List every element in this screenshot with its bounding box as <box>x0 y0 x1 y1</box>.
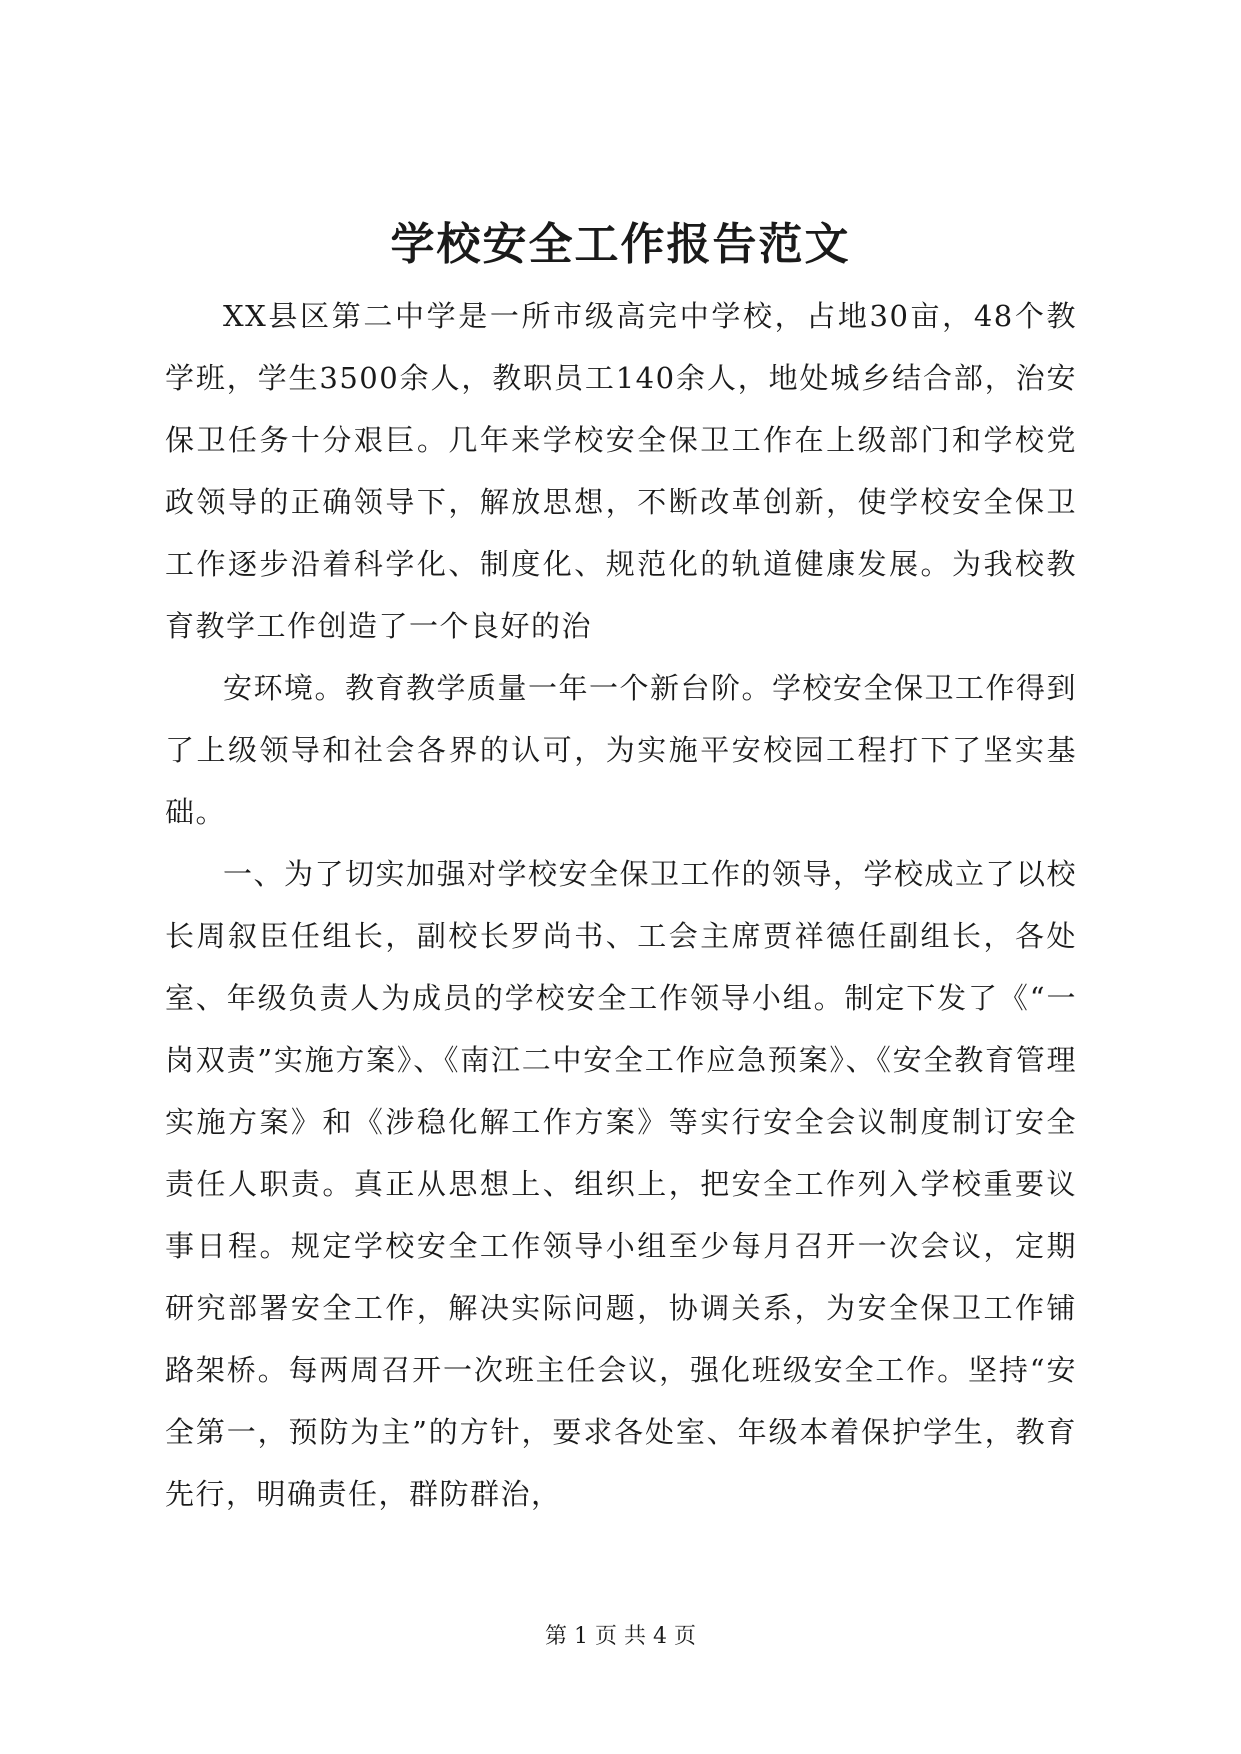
paragraph-environment: 安环境。教育教学质量一年一个新台阶。学校安全保卫工作得到了上级领导和社会各界的认可，为实施平安校园工程打下了坚实基础。 <box>165 671 1078 829</box>
document-title: 学校安全工作报告范文 <box>390 219 851 270</box>
paragraph-intro: XX县区第二中学是一所市级高完中学校，占地30亩，48个教学班，学生3500余人，教职员工140余人，地处城乡结合部，治安保卫任务十分艰巨。几年来学校安全保卫工作在上级部门和学校党政领导的正确领导下，解放思想，不断改革创新，使学校安全保卫工作逐步沿着科学化、制度化、规范化的轨道健康发展。为我校教育教学工作创造了一个良好的治 <box>165 299 1077 643</box>
document-body <box>165 285 1077 1525</box>
paragraph-leadership: 一、为了切实加强对学校安全保卫工作的领导，学校成立了以校长周叙臣任组长，副校长罗尚书、工会主席贾祥德任副组长，各处室、年级负责人为成员的学校安全工作领导小组。制定下发了《“一岗双责”实施方案》、《南江二中安全工作应急预案》、《安全教育管理实施方案》和《涉稳化解工作方案》等实行安全会议制度制订安全责任人职责。真正从思想上、组织上，把安全工作列入学校重要议事日程。规定学校安全工作领导小组至少每月召开一次会议，定期研究部署安全工作，解决实际问题，协调关系，为安全保卫工作铺路架桥。每两周召开一次班主任会议，强化班级安全工作。坚持“安全第一，预防为主”的方针，要求各处室、年级本着保护学生，教育先行，明确责任，群防群治， <box>165 857 1078 1511</box>
page-number-footer: 第 1 页 共 4 页 <box>545 1624 696 1649</box>
